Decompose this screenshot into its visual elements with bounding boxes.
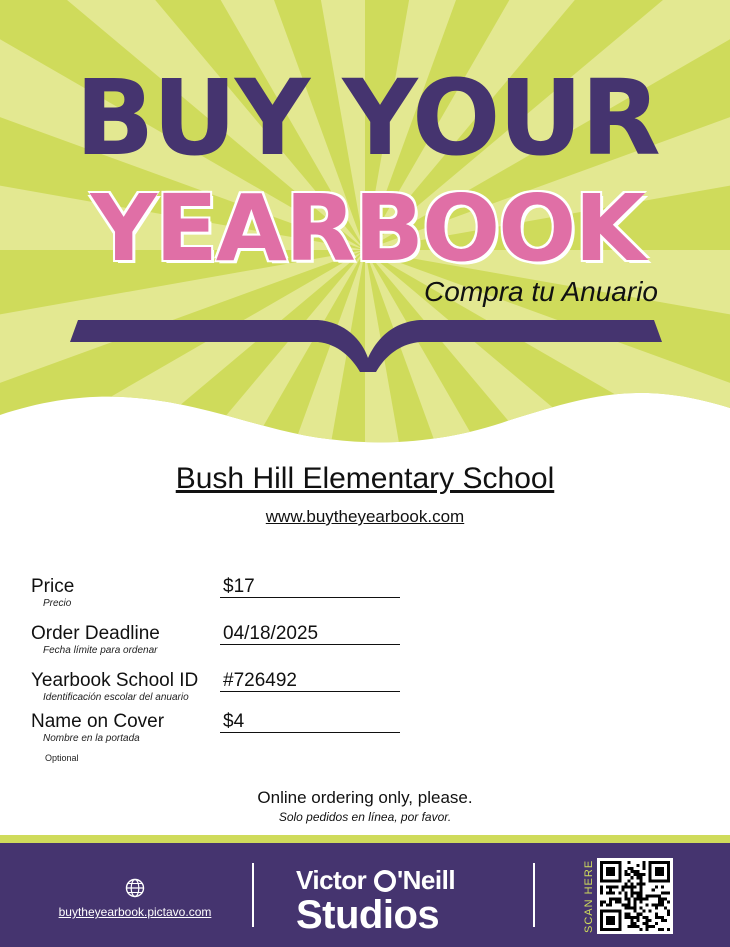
scan-here-label: SCAN HERE — [583, 859, 595, 933]
brand-word-neill: 'Neill — [396, 865, 456, 895]
field-name-on-cover — [31, 711, 401, 751]
school-url-link[interactable]: www.buytheyearbook.com — [265, 507, 465, 526]
field-sublabel: Fecha límite para ordenar — [43, 645, 158, 656]
school-name: Bush Hill Elementary School — [175, 462, 555, 495]
footer-accent-stripe — [0, 835, 730, 843]
field-sublabel: Nombre en la portada — [43, 733, 140, 744]
brand-logo-victor-oneill — [296, 865, 455, 896]
field-order-deadline — [31, 623, 401, 663]
field-price — [31, 576, 401, 616]
hero-banner — [0, 0, 730, 460]
footer — [0, 843, 730, 947]
field-value: $4 — [220, 711, 400, 733]
optional-note: Optional — [45, 753, 79, 763]
brand-o-mark-icon — [374, 870, 396, 892]
qr-code[interactable] — [597, 858, 673, 934]
field-school-id — [31, 670, 401, 710]
headline-yearbook: YEARBOOK — [90, 175, 644, 282]
headline-buy-your: BUY YOUR — [75, 57, 659, 179]
field-label: Price — [31, 576, 75, 597]
brand-word-victor: Victor — [296, 865, 367, 895]
field-label: Name on Cover — [31, 711, 165, 732]
subtitle-spanish: Compra tu Anuario — [424, 276, 658, 307]
field-value: #726492 — [220, 670, 400, 692]
online-ordering-note-spanish: Solo pedidos en línea, por favor. — [278, 810, 452, 824]
brand-logo-studios: Studios — [296, 893, 440, 937]
field-sublabel: Identificación escolar del anuario — [43, 692, 189, 703]
footer-divider — [252, 863, 254, 927]
globe-icon — [125, 878, 145, 898]
field-label: Order Deadline — [31, 623, 160, 644]
footer-divider — [533, 863, 535, 927]
online-ordering-note: Online ordering only, please. — [257, 788, 473, 807]
footer-website-link[interactable]: buytheyearbook.pictavo.com — [58, 905, 212, 919]
field-value: 04/18/2025 — [220, 623, 400, 645]
field-label: Yearbook School ID — [31, 670, 199, 691]
field-sublabel: Precio — [43, 598, 72, 609]
field-value: $17 — [220, 576, 400, 598]
